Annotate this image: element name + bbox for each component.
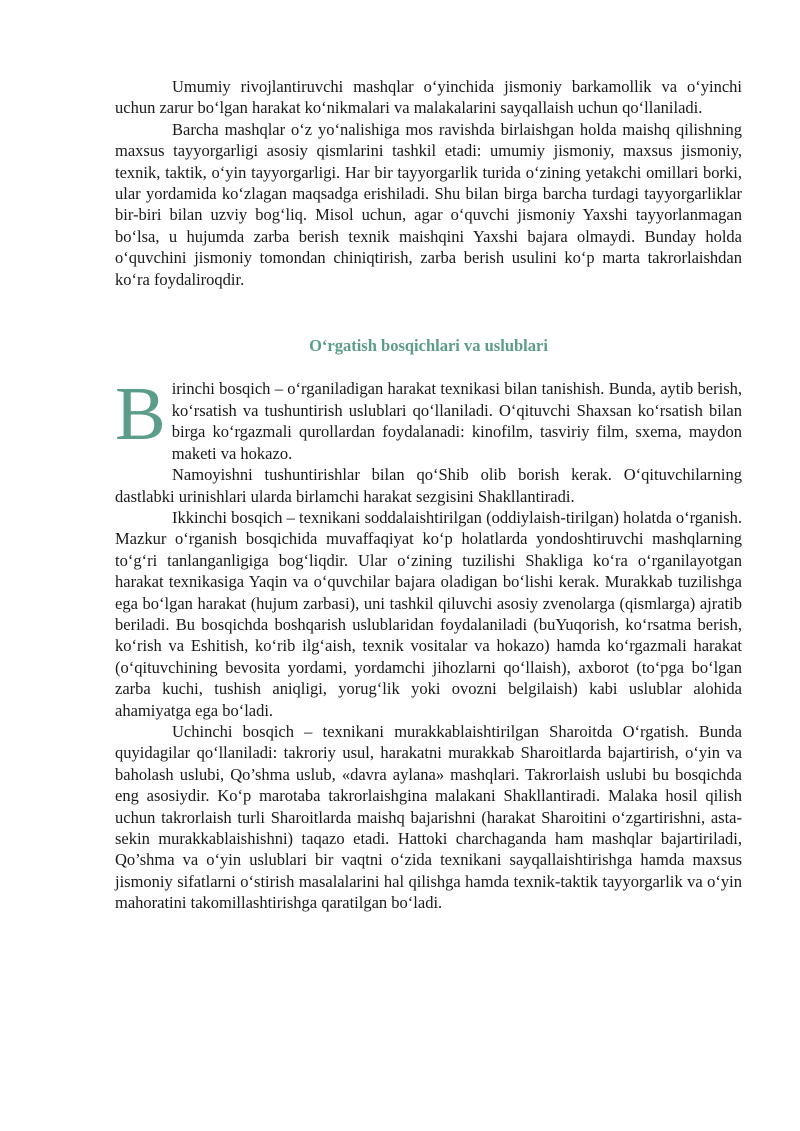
- dropcap-letter: B: [115, 372, 166, 457]
- intro-paragraph-2: Barcha mashqlar o‘z yo‘nalishiga mos ravishda birlaishgan holda maishq qilishning maxsus tayyorgarligi asosiy qismlarini tashkil etadi: umumiy jismoniy, maxsus jismoniy, texnik, taktik, o‘yin tayyorgarligi. Har bir tayyorgarlik turida o‘zining yetakchi omillari borki, ular yordamida ko‘zlagan maqsadga erishiladi. Shu bilan birga barcha turdagi tayyorgarliklar bir-biri bilan uzviy bog‘liq. Misol uchun, agar o‘quvchi jismoniy Yaxshi tayyorlanmagan bo‘lsa, u hujumda zarba berish texnik maishqini Yaxshi bajara olmaydi. Bunday holda o‘quvchini jismoniy tomondan chiniqtirish, zarba berish usulini ko‘p marta takrorlaishdan ko‘ra foydaliroqdir.: [115, 119, 742, 289]
- section-paragraph-1: Namoyishni tushuntirishlar bilan qo‘Shib olib borish kerak. O‘qituvchilarning dastlabki urinishlari ularda birlamchi harakat sezgisini Shakllantiradi.: [115, 465, 742, 506]
- document-page: [115, 76, 742, 914]
- dropcap-paragraph: [115, 372, 742, 464]
- intro-paragraph-1: Umumiy rivojlantiruvchi mashqlar o‘yinchida jismoniy barkamollik va o‘yinchi uchun zarur bo‘lgan harakat ko‘nikmalari va malakalarini sayqallaish uchun qo‘llaniladi.: [115, 77, 742, 118]
- section-paragraph-3: Uchinchi bosqich – texnikani murakkablaishtirilgan Sharoitda O‘rgatish. Bunda quyidagilar qo‘llaniladi: takroriy usul, harakatni murakkab Sharoitlarda bajartirish, o‘yin va baholash uslubi, Qo’shma uslub, «davra aylana» mashqlari. Takrorlaish uslubi bu bosqichda eng asosiydir. Ko‘p marotaba takrorlaishgina malakani Shakllantiradi. Malaka hosil qilish uchun takrorlaish turli Sharoitlarda maishq bajarishni (harakat Sharoitini o‘zgartirishni, asta-sekin murakkablaishishni) taqazo etadi. Hattoki charchaganda ham mashqlar bajartiriladi, Qo’shma va o‘yin uslublari bir vaqtni o‘zida texnikani sayqallaishtirishga hamda maxsus jismoniy sifatlarni o‘stirish masalalarini hal qilishga hamda texnik-taktik tayyorgarlik va o‘yin mahoratini takomillashtirishga qaratilgan bo‘ladi.: [115, 721, 742, 913]
- dropcap-paragraph-text: irinchi bosqich – o‘rganiladigan harakat texnikasi bilan tanishish. Bunda, aytib berish, ko‘rsatish va tushuntirish uslublari qo‘llaniladi. O‘qituvchi Shaxsan ko‘rsatish bilan birga ko‘rgazmali qurollardan foydalanadi: kinofilm, tasviriy film, sxema, maydon maketi va hokazo.: [171, 379, 742, 463]
- section-paragraph-2: Ikkinchi bosqich – texnikani soddalaishtirilgan (oddiylaish-tirilgan) holatda o‘rganish. Mazkur o‘rganish bosqichida muvaffaqiyat ko‘p holatlarda yondoshtiruvchi mashqlarning to‘g‘ri tanlanganligiga bog‘liqdir. Ular o‘zining tuzilishi Shakliga ko‘ra o‘rganilayotgan harakat texnikasiga Yaqin va o‘quvchilar bajara oladigan bo‘lishi kerak. Murakkab tuzilishga ega bo‘lgan harakat (hujum zarbasi), uni tashkil qiluvchi asosiy zvenolarga (qismlarga) ajratib beriladi. Bu bosqichda boshqarish uslublaridan foydalaniladi (buYuqorish, ko‘rsatma berish, ko‘rish va Eshitish, ko‘rib ilg‘aish, texnik vositalar va hokazo) hamda ko‘rgazmali harakat (o‘qituvchining bevosita yordami, yordamchi jihozlarni qo‘llaish), axborot (to‘pga bo‘lgan zarba kuchi, tushish aniqligi, yorug‘lik yoki ovozni belgilaish) kabi uslublar alohida ahamiyatga ega bo‘ladi.: [115, 507, 742, 720]
- section-heading: O‘rgatish bosqichlari va uslublari: [309, 336, 548, 356]
